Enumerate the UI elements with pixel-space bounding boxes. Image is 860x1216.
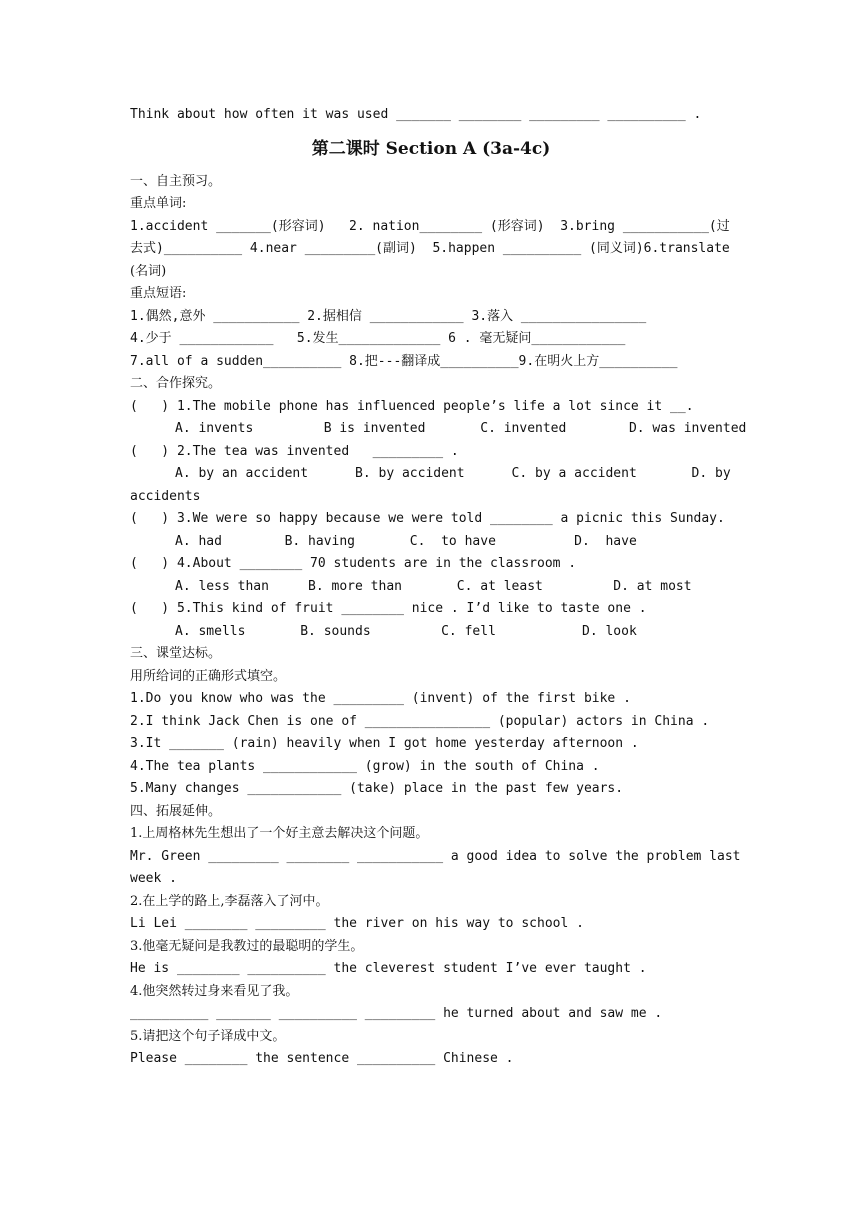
question-2: ( ) 2.The tea was invented _________ . xyxy=(130,443,459,459)
question-5-options: A. smells B. sounds C. fell D. look xyxy=(175,623,637,639)
question-1-options: A. invents B is invented C. invented D. was invented xyxy=(175,421,747,436)
translation-3-cn: 3.他毫无疑问是我教过的最聪明的学生。 xyxy=(130,938,364,954)
translation-1-en: Mr. Green _________ ________ ___________ a good idea to solve the problem last xyxy=(130,848,741,864)
lesson-title: 第二课时 Section A (3a-4c) xyxy=(311,138,551,159)
fill-item: 1.Do you know who was the _________ (invent) of the first bike . xyxy=(130,691,631,706)
question-1: ( ) 1.The mobile phone has influenced people’s life a lot since it __. xyxy=(130,398,694,414)
question-3: ( ) 3.We were so happy because we were told ________ a picnic this Sunday. xyxy=(130,511,725,526)
translation-2-en: Li Lei ________ _________ the river on his way to school . xyxy=(130,916,584,931)
translation-5-cn: 5.请把这个句子译成中文。 xyxy=(130,1028,286,1044)
question-4-options: A. less than B. more than C. at least D. at most xyxy=(175,578,692,594)
question-3-options: A. had B. having C. to have D. have xyxy=(175,533,637,549)
question-5: ( ) 5.This kind of fruit ________ nice . I’d like to taste one . xyxy=(130,601,647,616)
section3-instruction: 用所给词的正确形式填空。 xyxy=(130,668,287,684)
key-words-line-1: 1.accident _______(形容词) 2. nation________ (形容词) 3.bring ___________(过 xyxy=(130,218,730,234)
question-2-options: A. by an accident B. by accident C. by a accident D. by xyxy=(175,466,731,481)
intro-line: Think about how often it was used _______ ________ _________ __________ . xyxy=(130,107,702,122)
translation-4-en: __________ _______ __________ _________ he turned about and saw me . xyxy=(130,1006,663,1021)
key-words-line-2: 去式)__________ 4.near _________(副词) 5.happen __________ (同义词)6.translate xyxy=(130,241,730,256)
key-phrases-line-3: 7.all of a sudden__________ 8.把---翻译成__________9.在明火上方__________ xyxy=(130,353,678,369)
fill-item: 4.The tea plants ____________ (grow) in the south of China . xyxy=(130,758,600,774)
translation-3-en: He is ________ __________ the cleverest student I’ve ever taught . xyxy=(130,961,647,976)
fill-item: 5.Many changes ____________ (take) place in the past few years. xyxy=(130,781,624,796)
key-words-line-3: (名词) xyxy=(130,263,167,279)
fill-item: 2.I think Jack Chen is one of ________________ (popular) actors in China . xyxy=(130,713,710,729)
question-4: ( ) 4.About ________ 70 students are in the classroom . xyxy=(130,556,577,571)
key-phrases-label: 重点短语: xyxy=(130,286,187,301)
section4-heading: 四、拓展延伸。 xyxy=(130,803,222,819)
section2-heading: 二、合作探究。 xyxy=(130,376,222,391)
worksheet-page xyxy=(130,104,747,1071)
key-words-label: 重点单词: xyxy=(130,196,187,211)
section3-heading: 三、课堂达标。 xyxy=(130,646,222,661)
key-phrases-line-2: 4.少于 ____________ 5.发生_____________ 6 . 毫无疑问____________ xyxy=(130,331,626,346)
translation-5-en: Please ________ the sentence __________ Chinese . xyxy=(130,1051,514,1066)
translation-2-cn: 2.在上学的路上,李磊落入了河中。 xyxy=(130,893,329,909)
key-phrases-line-1: 1.偶然,意外 ___________ 2.据相信 ____________ 3.落入 ________________ xyxy=(130,308,647,324)
section1-heading: 一、自主预习。 xyxy=(130,173,222,189)
translation-1-cn: 1.上周格林先生想出了一个好主意去解决这个问题。 xyxy=(130,826,429,841)
fill-item: 3.It _______ (rain) heavily when I got home yesterday afternoon . xyxy=(130,736,639,751)
translation-4-cn: 4.他突然转过身来看见了我。 xyxy=(130,983,299,999)
translation-1-en-cont: week . xyxy=(130,871,177,886)
question-2-options-cont: accidents xyxy=(130,488,201,504)
